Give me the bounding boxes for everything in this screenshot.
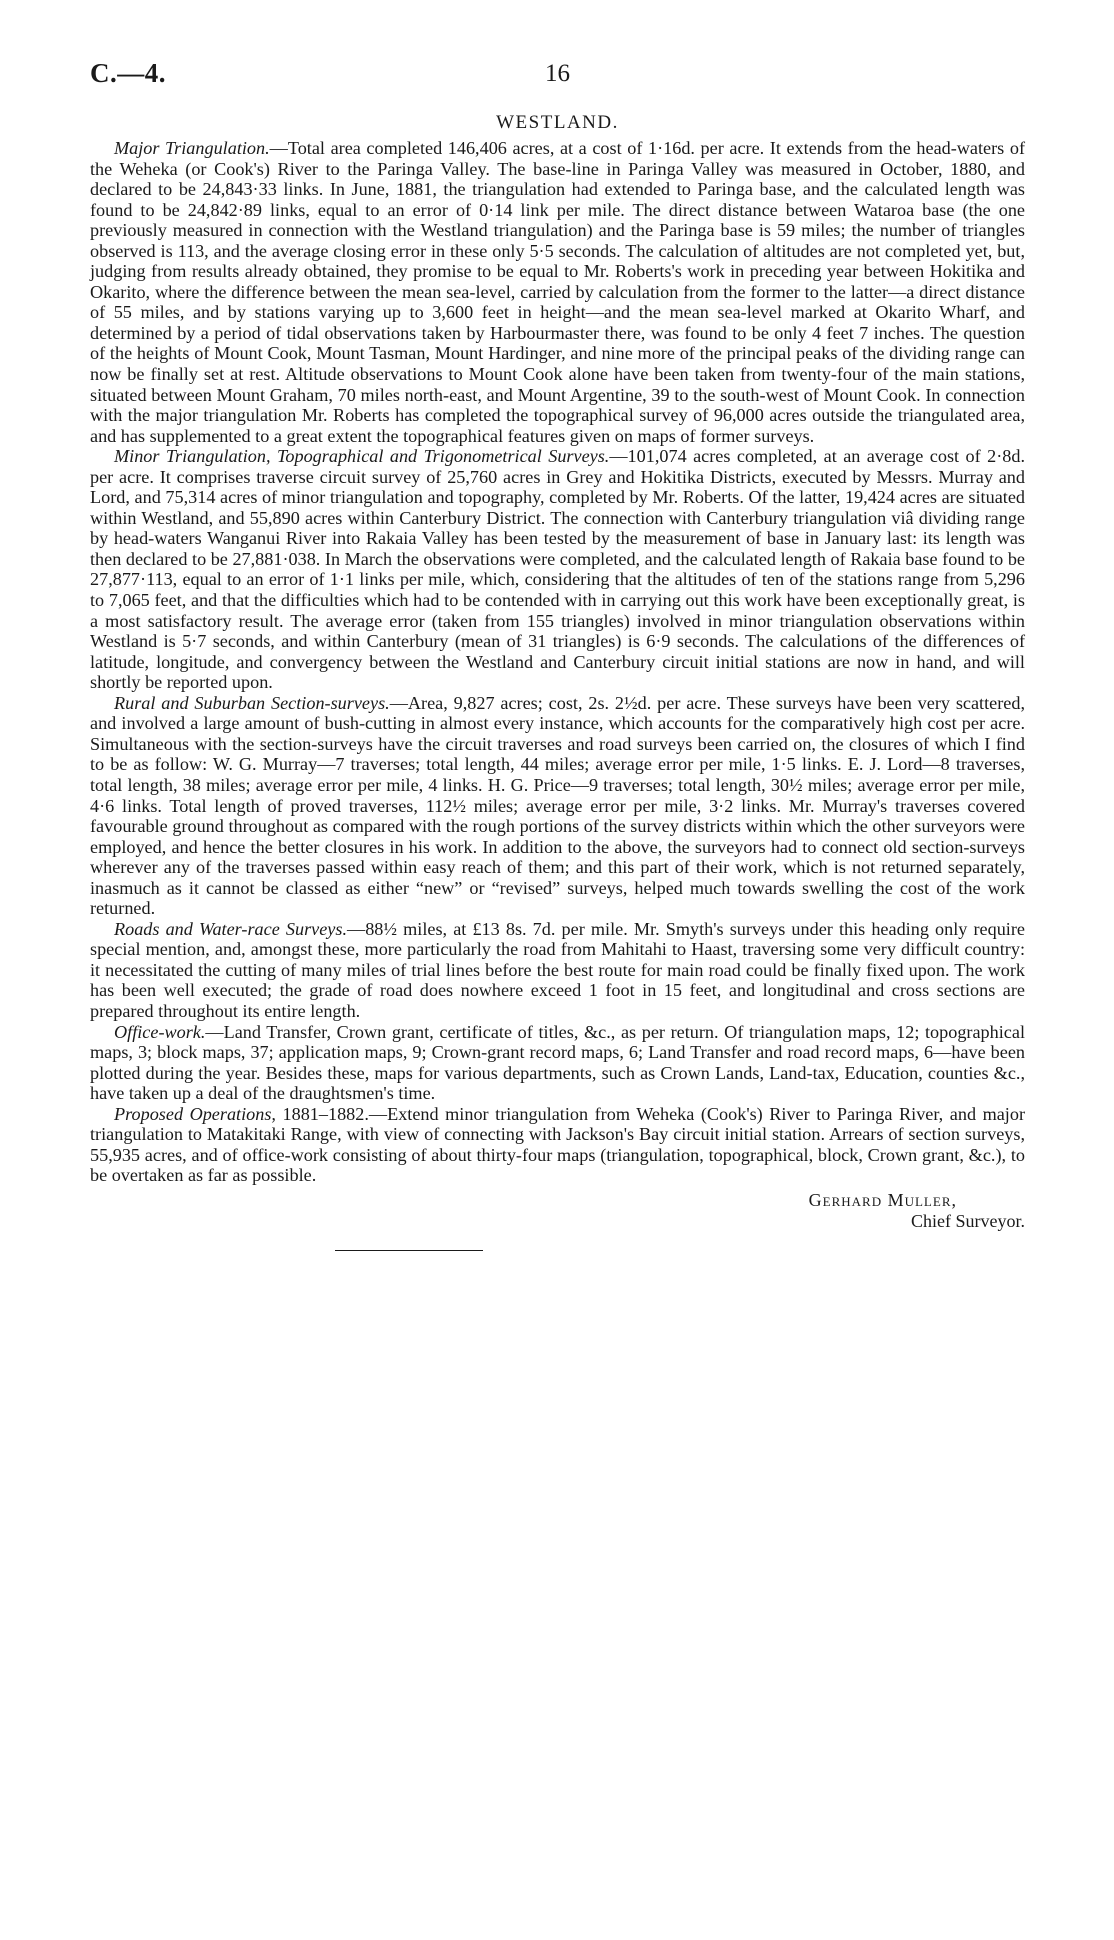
paragraph-heading: Major Triangulation. bbox=[114, 138, 270, 158]
report-body bbox=[90, 138, 1025, 1186]
paragraph-heading: Minor Triangulation, Topographical and Trigonometrical Surveys. bbox=[114, 446, 610, 467]
paragraph-road-surveys bbox=[90, 919, 1025, 1022]
section-title: WESTLAND. bbox=[496, 112, 619, 133]
signature-block bbox=[90, 1190, 1025, 1232]
paragraph-text: 1881–1882.—Extend minor triangulation from Weheka (Cook's) River to Paringa River, and major triangulation to Matakitaki Range, with view of connecting with Jackson's Bay circuit initial station. Arrears of section surveys, 55,935 acres, and of office-work consisting of about thirty-four maps (triangulation, topographical, block, Crown grant, &c.), to be overtaken as far as possible. bbox=[90, 1103, 1026, 1186]
paragraph-text: —Total area completed 146,406 acres, at a cost of 1·16d. per acre. It extends from the head-waters of the Weheka (or Cook's) River to the Paringa Valley. The base-line in Paringa Valley was measured in October, 1880, and declared to be 24,843·33 links. In June, 1881, the triangulation had extended to Paringa base, and the calculated length was found to be 24,842·89 links, equal to an error of 0·14 link per mile. The direct distance between Wataroa base (the one previously measured in connection with the Westland triangulation) and the Paringa base is 59 miles; the number of triangles observed is 113, and the average closing error in these only 5·5 seconds. The calculation of altitudes are not completed yet, but, judging from results already obtained, they promise to be equal to Mr. Roberts's work in preceding year between Hokitika and Okarito, where the difference between the mean sea-level, carried by calculation from the former to the latter—a direct distance of 55 miles, and by stations varying up to 3,600 feet in height—and the mean sea-level marked at Okarito Wharf, and determined by a period of tidal observations taken by Harbourmaster there, was found to be only 4 feet 7 inches. The question of the heights of Mount Cook, Mount Tasman, Mount Hardinger, and nine more of the principal peaks of the dividing range can now be finally set at rest. Altitude observations to Mount Cook alone have been taken from twenty-four of the main stations, situated between Mount Graham, 70 miles north-east, and Mount Argentine, 39 to the south-west of Mount Cook. In connection with the major triangulation Mr. Roberts has completed the topographical survey of 96,000 acres outside the triangulated area, and has supplemented to a great extent the topographical features given on maps of former surveys. bbox=[90, 138, 1025, 446]
paragraph-major-triangulation bbox=[90, 138, 1025, 446]
closing-rule bbox=[335, 1250, 483, 1251]
paragraph-text: —Area, 9,827 acres; cost, 2s. 2½d. per acre. These surveys have been very scattered, and involved a large amount of bush-cutting in almost every instance, which accounts for the comparatively high cost per acre. Simultaneous with the section-surveys have the circuit traverses and road surveys been carried on, the closures of which I find to be as follow: W. G. Murray—7 traverses; total length, 44 miles; average error per mile, 1·5 links. E. J. Lord—8 traverses, total length, 38 miles; average error per mile, 4 links. H. G. Price—9 traverses; total length, 30½ miles; average error per mile, 4·6 links. Total length of proved traverses, 112½ miles; average error per mile, 3·2 links. Mr. Murray's traverses covered favourable ground throughout as compared with the rough portions of the survey districts within which the other surveyors were employed, and hence the better closures in his work. In addition to the above, the surveyors had to connect old section-surveys wherever any of the traverses passed within easy reach of them; and this part of their work, which is not returned separately, inasmuch as it cannot be classed as either “new” or “revised” surveys, helped much towards swelling the cost of the work returned. bbox=[90, 692, 1025, 919]
paper-reference-code: C.—4. bbox=[90, 58, 166, 88]
paragraph-heading: Office-work. bbox=[114, 1021, 206, 1042]
page-number: 16 bbox=[545, 60, 570, 87]
paragraph-minor-triangulation bbox=[90, 446, 1025, 693]
paragraph-text: —88½ miles, at £13 8s. 7d. per mile. Mr. Smyth's surveys under this heading only require special mention, and, amongst these, more particularly the road from Mahitahi to Haast, traversing some very difficult country: it necessitated the cutting of many miles of trial lines before the best route for main road could be finally fixed upon. The work has been well executed; the grade of road does nowhere exceed 1 foot in 15 feet, and longitudinal and cross sections are prepared throughout its entire length. bbox=[90, 918, 1025, 1021]
paragraph-proposed-operations bbox=[90, 1104, 1025, 1186]
paragraph-text: —Land Transfer, Crown grant, certificate of titles, &c., as per return. Of triangulation maps, 12; topographical maps, 3; block maps, 37; application maps, 9; Crown-grant record maps, 6; Land Transfer and road record maps, 6—have been plotted during the year. Besides these, maps for various departments, such as Crown Lands, Land-tax, Education, counties &c., have taken up a deal of the draughtsmen's time. bbox=[90, 1021, 1025, 1104]
paragraph-heading: Rural and Suburban Section-surveys. bbox=[114, 692, 390, 713]
document-page bbox=[90, 58, 1025, 1251]
page-header bbox=[90, 58, 1025, 102]
paragraph-office-work bbox=[90, 1022, 1025, 1104]
paragraph-text: —101,074 acres completed, at an average cost of 2·8d. per acre. It comprises traverse circuit survey of 25,760 acres in Grey and Hokitika Districts, executed by Messrs. Murray and Lord, and 75,314 acres of minor triangulation and topography, completed by Mr. Roberts. Of the latter, 19,424 acres are situated within Westland, and 55,890 acres within Canterbury District. The connection with Canterbury triangulation viâ dividing range by head-waters Wanganui River into Rakaia Valley has been tested by the measurement of base in January last: its length was then declared to be 27,881·038. In March the observations were completed, and the calculated length of Rakaia base found to be 27,877·113, equal to an error of 1·1 links per mile, which, considering that the altitudes of ten of the stations range from 5,296 to 7,065 feet, and that the difficulties which had to be contended with in carrying out this work have been exceptionally great, is a most satisfactory result. The average error (taken from 155 triangles) involved in minor triangulation observations within Westland is 5·7 seconds, and within Canterbury (mean of 31 triangles) is 6·9 seconds. The calculations of the differences of latitude, longitude, and convergency between the Westland and Canterbury circuit initial stations are now in hand, and will shortly be reported upon. bbox=[90, 446, 1026, 693]
paragraph-heading: Roads and Water-race Surveys. bbox=[114, 918, 347, 939]
paragraph-section-surveys bbox=[90, 693, 1025, 919]
signatory-title: Chief Surveyor. bbox=[911, 1210, 1025, 1231]
paragraph-heading: Proposed Operations, bbox=[114, 1103, 276, 1124]
signatory-name: Gerhard Muller, bbox=[808, 1189, 957, 1210]
